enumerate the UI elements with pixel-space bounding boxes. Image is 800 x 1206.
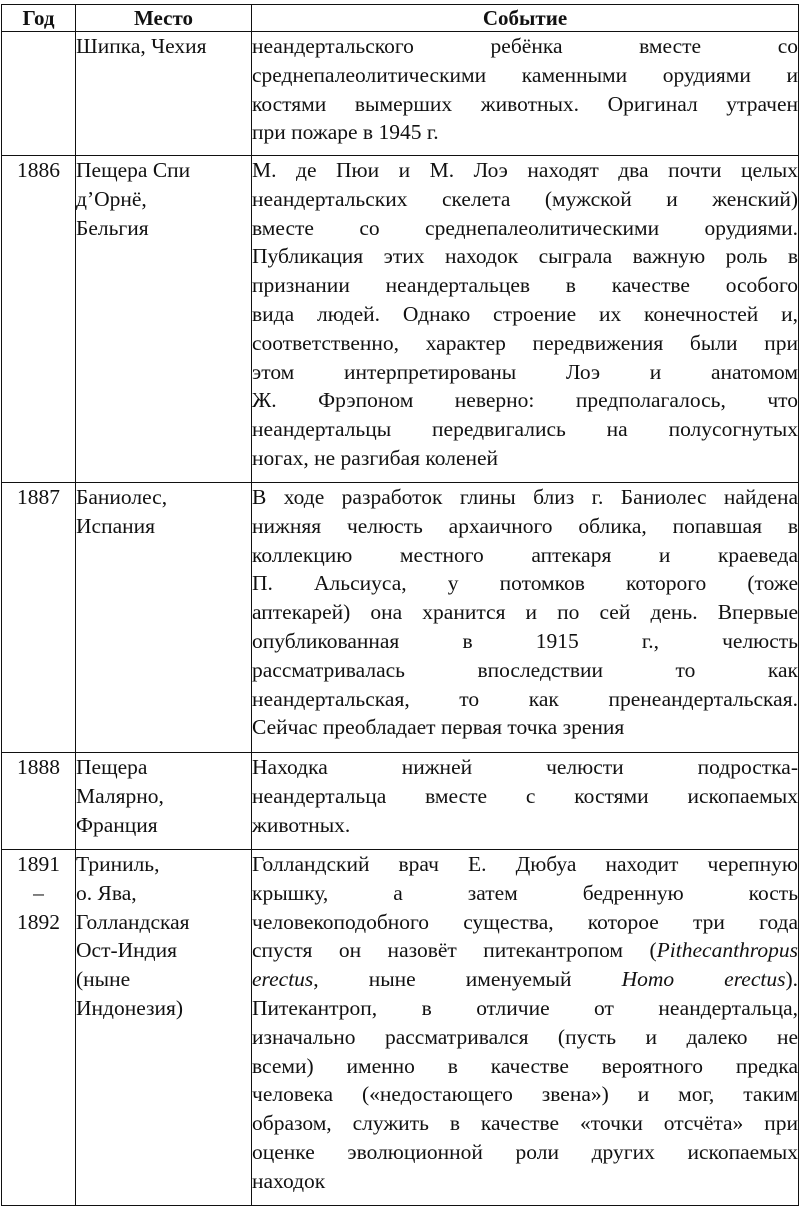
chronology-table	[1, 4, 799, 1206]
year-cell	[2, 850, 76, 1206]
year-line: 1888	[17, 755, 60, 779]
place-line: Ост-Индия	[76, 938, 177, 963]
event-fragment: спустя он назовёт питекантропом (	[252, 938, 657, 963]
year-line: 1887	[17, 485, 60, 509]
place-cell	[76, 32, 252, 156]
event-line: Сейчас преобладает первая точка зрения	[252, 715, 625, 740]
place-line: Шипка, Чехия	[76, 34, 207, 58]
place-line: Испания	[76, 513, 156, 538]
event-cell	[252, 850, 799, 1206]
year-cell	[2, 156, 76, 483]
event-line: аптекарей) она хранится и по сей день. Впервые	[252, 600, 798, 625]
place-line: Триниль,	[76, 852, 160, 876]
event-line: неандертальская, то как пренеандертальская.	[252, 686, 798, 711]
year-line: –	[33, 880, 44, 905]
event-line: признании неандертальцев в качестве особого	[252, 273, 798, 298]
place-line: Индонезия)	[76, 995, 184, 1020]
year-cell	[2, 32, 76, 156]
event-line: при пожаре в 1945 г.	[252, 120, 439, 145]
latin-name: erectus	[252, 967, 314, 992]
event-cell	[252, 156, 799, 483]
event-line: неандертальцы передвигались на полусогнутых	[252, 417, 798, 442]
event-line: этом интерпретированы Лоэ и анатомом	[252, 359, 798, 384]
event-fragment: ).	[785, 967, 799, 992]
event-line: оценке эволюционной роли других ископаемых	[252, 1139, 798, 1164]
event-line: костями вымерших животных. Оригинал утрачен	[252, 91, 798, 116]
header-place: Место	[76, 5, 252, 32]
latin-name: Pithecanthropus	[656, 938, 798, 963]
place-cell	[76, 156, 252, 483]
event-line: В ходе разработок глины близ г. Баниолес найдена	[252, 485, 798, 509]
event-line: человекоподобного существа, которое три года	[252, 909, 798, 934]
event-cell	[252, 32, 799, 156]
event-line: Питекантроп, в отличие от неандертальца,	[252, 995, 798, 1020]
table-row	[2, 156, 799, 483]
event-line: ногах, не разгибая коленей	[252, 445, 499, 470]
year-cell	[2, 753, 76, 850]
table-header-row	[2, 5, 799, 32]
place-line: Малярно,	[76, 783, 164, 808]
event-line	[252, 965, 798, 994]
header-year: Год	[2, 5, 76, 32]
event-line	[252, 936, 798, 965]
event-line: рассматривалась впоследствии то как	[252, 657, 798, 682]
event-line: соответственно, характер передвижения были при	[252, 330, 798, 355]
event-line: неандертальского ребёнка вместе со	[252, 34, 798, 58]
event-line: образом, служить в качестве «точки отсчёта» при	[252, 1111, 798, 1136]
year-cell	[2, 483, 76, 753]
event-fragment: , ныне именуемый	[313, 967, 622, 992]
event-line: крышку, а затем бедренную кость	[252, 880, 798, 905]
header-event: Событие	[252, 5, 799, 32]
event-line: опубликованная в 1915 г., челюсть	[252, 628, 798, 653]
event-line: неандертальских скелета (мужской и женский)	[252, 186, 798, 211]
table-row	[2, 483, 799, 753]
event-line: М. де Пюи и М. Лоэ находят два почти целых	[252, 158, 798, 182]
event-line: коллекцию местного аптекаря и краеведа	[252, 542, 798, 567]
event-line: Публикация этих находок сыграла важную роль в	[252, 244, 798, 269]
event-line: вместе со среднепалеолитическими орудиями.	[252, 215, 798, 240]
event-line: Ж. Фрэпоном неверно: предполагалось, что	[252, 388, 798, 413]
event-line: нижняя челюсть архаичного облика, попавшая в	[252, 513, 798, 538]
place-cell	[76, 483, 252, 753]
latin-name: Homo erectus	[621, 967, 786, 992]
event-line: неандертальца вместе с костями ископаемых	[252, 783, 798, 808]
place-line: Пещера Спи	[76, 158, 191, 182]
year-line: 1892	[17, 909, 60, 934]
event-cell	[252, 753, 799, 850]
event-line: изначально рассматривался (пусть и далеко не	[252, 1024, 798, 1049]
event-line: Находка нижней челюсти подростка-	[252, 755, 798, 779]
event-line: животных.	[252, 812, 351, 837]
event-line: находок	[252, 1168, 326, 1193]
place-line: Баниолес,	[76, 485, 168, 509]
place-line: о. Ява,	[76, 880, 137, 905]
place-line: д’Орнё,	[76, 186, 147, 211]
place-line: Пещера	[76, 755, 148, 779]
event-line: среднепалеолитическими каменными орудиями и	[252, 62, 798, 87]
table-row	[2, 32, 799, 156]
place-line: Голландская	[76, 909, 190, 934]
place-line: Франция	[76, 812, 158, 837]
place-line: Бельгия	[76, 215, 149, 240]
event-line: человека («недостающего звена») и мог, таким	[252, 1082, 798, 1107]
event-cell	[252, 483, 799, 753]
place-cell	[76, 753, 252, 850]
table-row	[2, 753, 799, 850]
event-line: вида людей. Однако строение их конечностей и,	[252, 301, 798, 326]
place-cell	[76, 850, 252, 1206]
table-row	[2, 850, 799, 1206]
event-line: Голландский врач Е. Дюбуа находит черепную	[252, 852, 798, 876]
year-line: 1886	[17, 158, 60, 182]
place-line: (ныне	[76, 967, 131, 992]
event-line: П. Альсиуса, у потомков которого (тоже	[252, 571, 798, 596]
year-line: 1891	[17, 852, 60, 876]
event-line: всеми) именно в качестве вероятного предка	[252, 1053, 798, 1078]
